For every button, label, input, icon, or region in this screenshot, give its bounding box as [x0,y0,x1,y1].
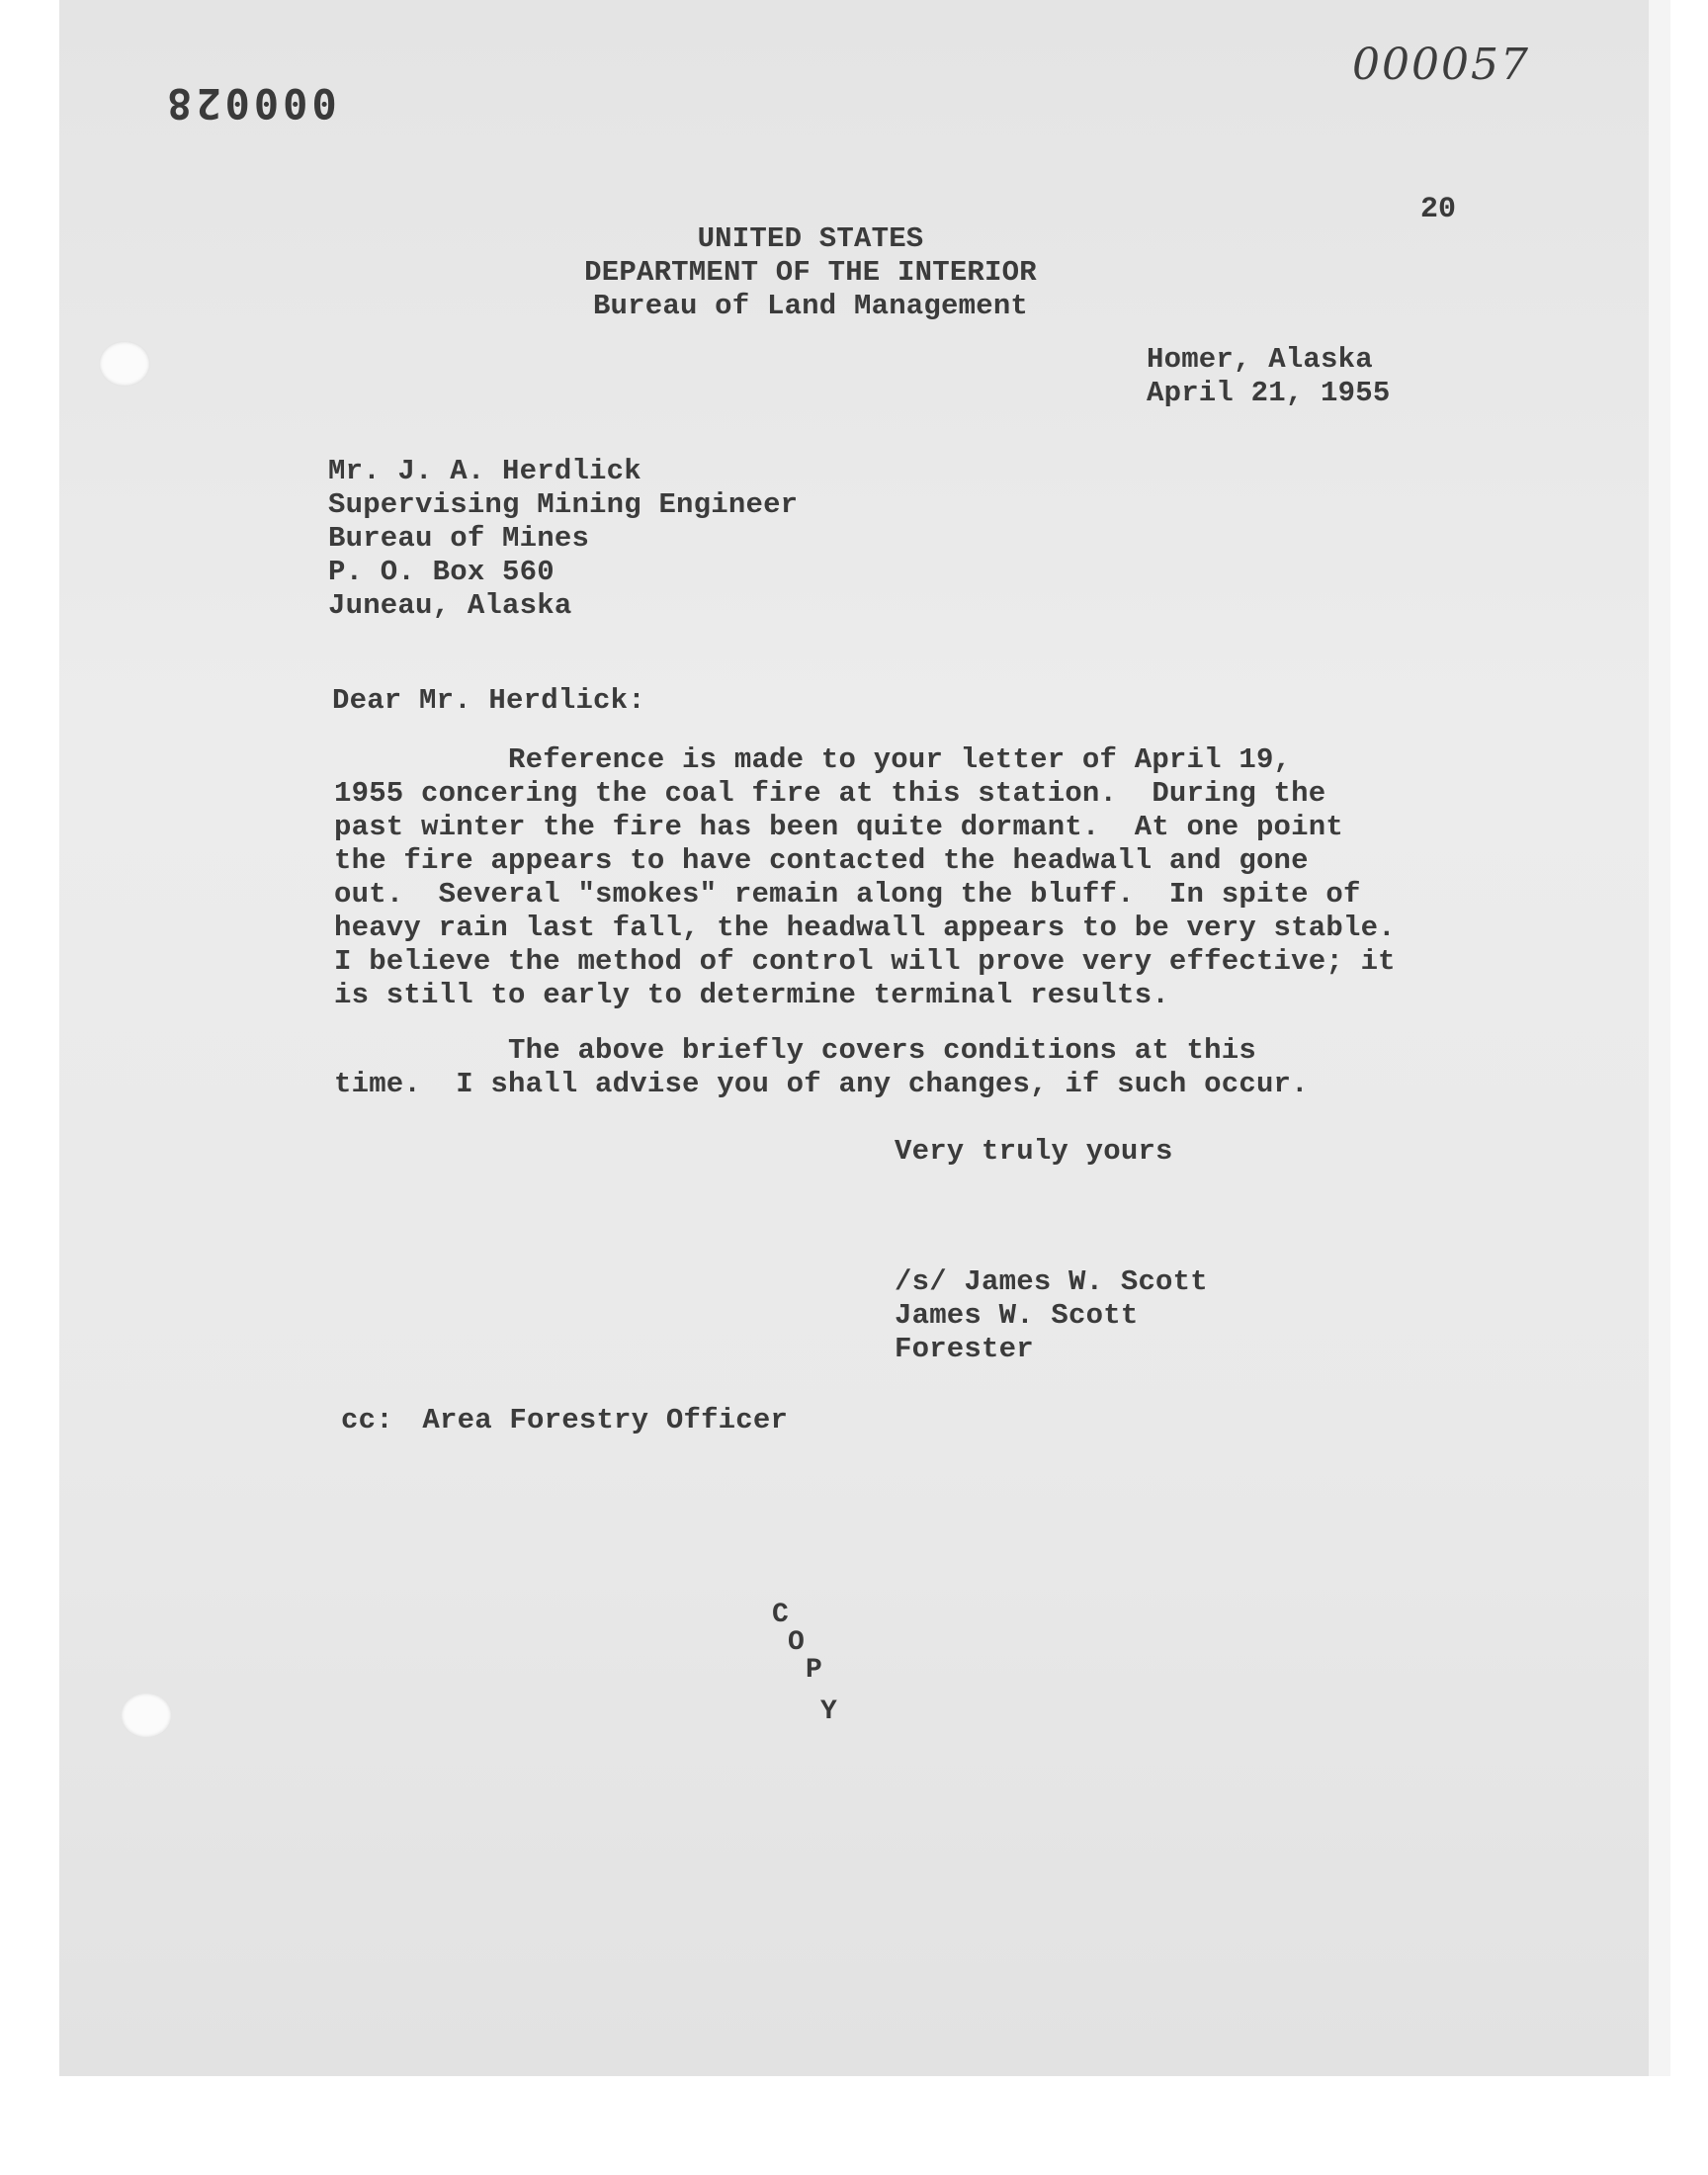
body-line: out. Several "smokes" remain along the bluff. In spite of [334,878,1361,911]
signature-signed: /s/ James W. Scott [895,1265,1208,1298]
letterhead [554,222,1068,323]
copy-mark-p: P [806,1655,822,1686]
punch-hole-bottom [121,1693,172,1738]
body-line: The above briefly covers conditions at this [334,1034,1256,1067]
cc-recipient: Area Forestry Officer [422,1404,789,1436]
recipient-address [328,455,798,623]
copy-mark-o: O [788,1627,805,1658]
body-line: Reference is made to your letter of April 19, [334,743,1292,776]
punch-hole-top [99,341,150,387]
letterhead-line1: UNITED STATES [697,222,924,255]
signature-name: James W. Scott [895,1299,1139,1332]
signature-title: Forester [895,1333,1034,1365]
handwritten-page-number: 000057 [1352,40,1530,90]
letterhead-line3: Bureau of Land Management [592,290,1029,322]
body-line: I believe the method of control will prove very effective; it [334,945,1396,978]
copy-mark-y: Y [820,1696,837,1727]
body-paragraph-2 [334,1034,1309,1101]
salutation: Dear Mr. Herdlick: [332,684,645,717]
cc-line [341,1404,788,1437]
body-line: 1955 concering the coal fire at this station. During the [334,777,1326,810]
body-line: is still to early to determine terminal results. [334,979,1169,1011]
recipient-title: Supervising Mining Engineer [328,488,799,521]
body-line: heavy rain last fall, the headwall appears to be very stable. [334,912,1396,944]
closing: Very truly yours [895,1135,1173,1168]
recipient-box: P. O. Box 560 [328,556,555,588]
body-line: time. I shall advise you of any changes, if such occur. [334,1068,1309,1100]
dateline [1147,343,1390,410]
signature-block [895,1265,1208,1366]
body-paragraph-1 [334,743,1396,1012]
letterhead-line2: DEPARTMENT OF THE INTERIOR [584,256,1037,289]
recipient-city: Juneau, Alaska [328,589,572,622]
recipient-name: Mr. J. A. Herdlick [328,455,641,487]
page-number: 20 [1420,193,1457,226]
dateline-date: April 21, 1955 [1147,377,1391,409]
body-line: past winter the fire has been quite dormant. At one point [334,811,1343,843]
copy-mark-c: C [772,1600,789,1630]
cc-label: cc: [341,1404,393,1436]
recipient-org: Bureau of Mines [328,522,590,555]
bates-stamp: 000028 [163,79,337,128]
dateline-place: Homer, Alaska [1147,343,1373,376]
body-line: the fire appears to have contacted the headwall and gone [334,844,1309,877]
